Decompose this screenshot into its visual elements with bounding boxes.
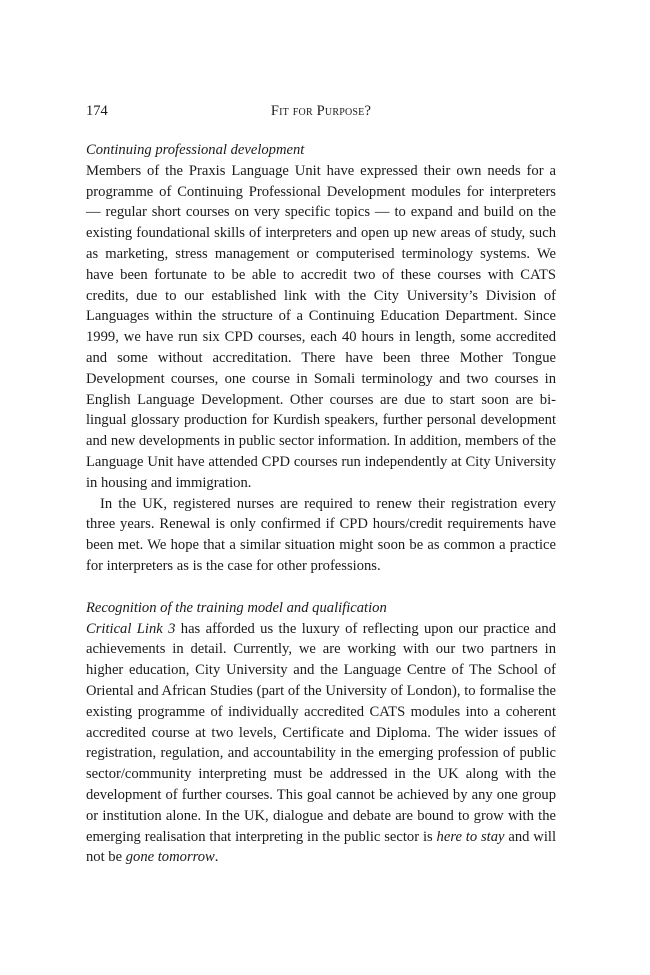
- section-heading-cpd: Continuing professional development: [86, 142, 305, 158]
- page-number: 174: [86, 103, 108, 119]
- running-title: Fit for Purpose?: [270, 103, 372, 119]
- recognition-text-1: has afforded us the luxury of reflecting upon our practice and achievements in detail. Currently, we are working with our two partners in higher education, City University and the Language Centre of The School of Oriental and African Studies (part of the University of London), to formalise the existing programme of individually accredited CATS modules into a coherent accredited course at two levels, Certificate and Diploma. The wider issues of registration, regulation, and accountability in the emerging profession of public sector/community interpreting must be addressed in the UK along with the development of further courses. This goal cannot be achieved by any one group or institution alone. In the UK, dialogue and debate are bound to grow with the emerging realisation that interpreting in the public sector is: [86, 620, 557, 845]
- body-text: [86, 140, 556, 868]
- paragraph-cpd-1: Members of the Praxis Language Unit have expressed their own needs for a programme of Continuing Professional Development modules for interpreters — regular short courses on very specific topics — to expand and build on the existing foundational skills of interpreters and open up new areas of study, such as marketing, stress management or computerised terminology systems. We have been fortunate to be able to accredit two of these courses with CATS credits, due to our established link with the City University’s Division of Languages within the structure of a Continuing Education Department. Since 1999, we have run six CPD courses, each 40 hours in length, some accredited and some without accreditation. There have been three Mother Tongue Development courses, one course in Somali terminology and two courses in English Language Development. Other courses are due to start soon are bi-lingual glossary production for Kurdish speakers, further personal development and new developments in public sector information. In addition, members of the Language Unit have attended CPD courses run independently at City University in housing and immigration.: [86, 162, 556, 491]
- section-heading-recognition: Recognition of the training model and qualification: [86, 599, 387, 616]
- italic-here-to-stay: here to stay: [436, 828, 505, 845]
- section-cpd: [86, 140, 556, 577]
- paragraph-recognition: [86, 619, 556, 869]
- section-recognition: [86, 598, 556, 868]
- running-header: [86, 100, 556, 122]
- recognition-text-3: .: [214, 849, 219, 866]
- italic-critical-link: Critical Link 3: [86, 620, 176, 637]
- paragraph-cpd-2: In the UK, registered nurses are required to renew their registration every three years. Renewal is only confirmed if CPD hours/credit requirements have been met. We hope that a similar situation might soon be as common a practice for interpreters as is the case for other professions.: [86, 495, 556, 574]
- italic-gone-tomorrow: gone tomorrow: [125, 849, 215, 866]
- recognition-text-2: and will not be: [86, 828, 557, 866]
